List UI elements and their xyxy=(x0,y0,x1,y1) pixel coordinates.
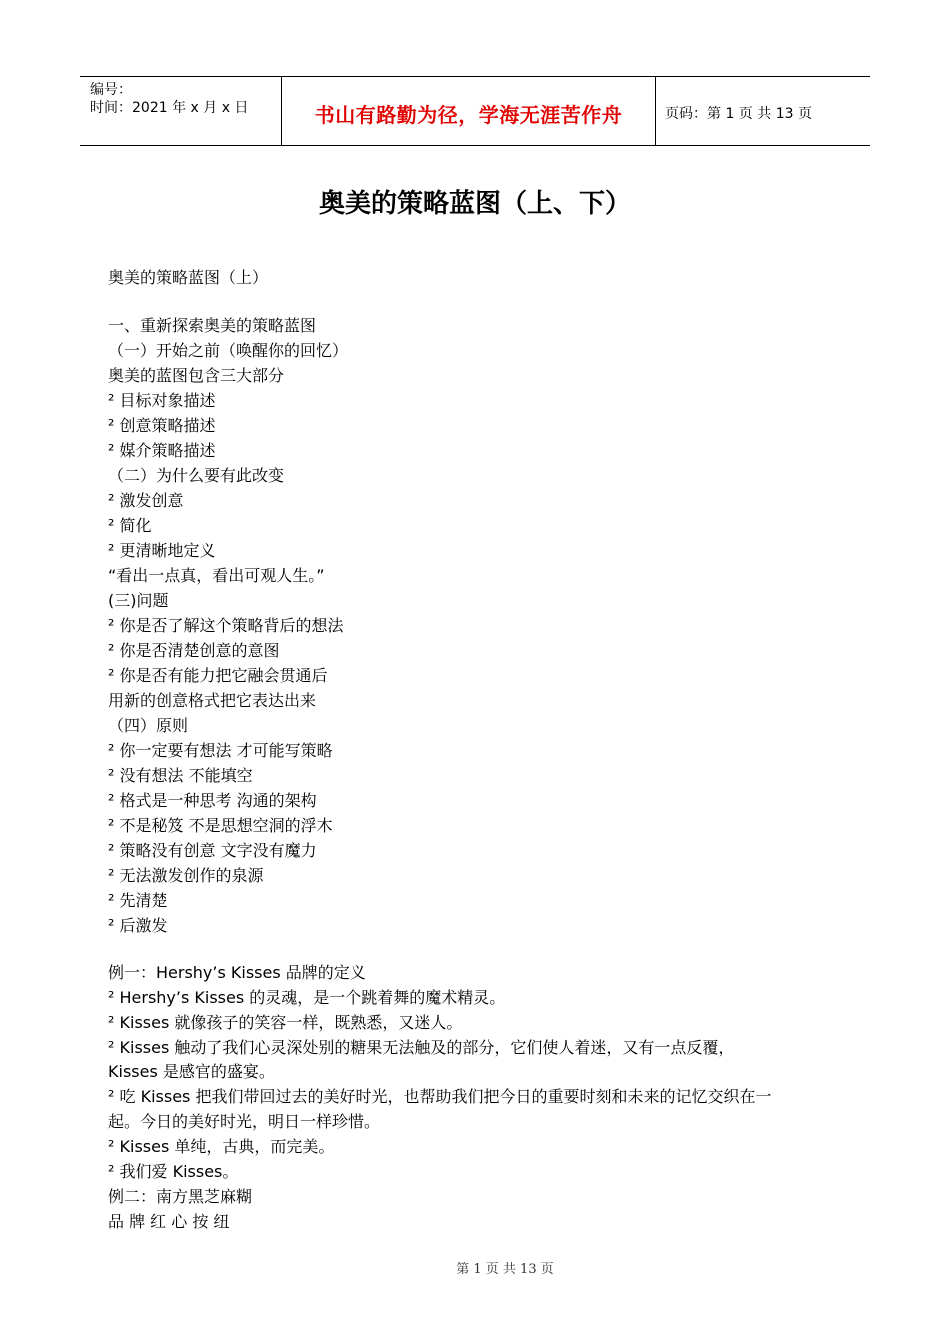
bullet-item: ² 你是否有能力把它融会贯通后 xyxy=(108,666,328,685)
document-time-label: 时间：2021 年 x 月 x 日 xyxy=(90,100,249,116)
bullet-item: ² 策略没有创意 文字没有魔力 xyxy=(108,841,317,860)
body-line: 例二：南方黑芝麻糊 xyxy=(108,1187,253,1206)
bullet-item: ² 目标对象描述 xyxy=(108,391,216,410)
document-header xyxy=(80,76,870,146)
header-page-info: 页码：第 1 页 共 13 页 xyxy=(665,106,812,122)
bullet-item: ² 没有想法 不能填空 xyxy=(108,766,253,785)
body-line: (三)问题 xyxy=(108,591,169,610)
bullet-item: ² 我们爱 Kisses。 xyxy=(108,1162,239,1181)
bullet-item: ² 格式是一种思考 沟通的架构 xyxy=(108,791,317,810)
bullet-item: ² Kisses 触动了我们心灵深处别的糖果无法触及的部分，它们使人着迷，又有一点反覆， xyxy=(108,1038,735,1057)
body-line: Kisses 是感官的盛宴。 xyxy=(108,1062,275,1081)
body-line: （二）为什么要有此改变 xyxy=(108,466,285,485)
bullet-item: ² 吃 Kisses 把我们带回过去的美好时光，也帮助我们把今日的重要时刻和未来的记忆交织在一 xyxy=(108,1087,772,1106)
body-line: （一）开始之前（唤醒你的回忆） xyxy=(108,341,349,360)
bullet-item: ² Kisses 单纯，古典，而完美。 xyxy=(108,1137,335,1156)
header-motto-cell xyxy=(281,77,656,145)
body-line: 起。今日的美好时光，明日一样珍惜。 xyxy=(108,1112,381,1131)
bullet-item: ² 后激发 xyxy=(108,916,168,935)
bullet-item: ² 创意策略描述 xyxy=(108,416,216,435)
bullet-item: ² 不是秘笈 不是思想空洞的浮木 xyxy=(108,816,333,835)
bullet-item: ² 更清晰地定义 xyxy=(108,541,216,560)
bullet-item: ² 先清楚 xyxy=(108,891,168,910)
bullet-item: ² Hershy’s Kisses 的灵魂，是一个跳着舞的魔术精灵。 xyxy=(108,988,506,1007)
body-line: 品 牌 红 心 按 纽 xyxy=(108,1212,230,1231)
document-title: 奥美的策略蓝图（上、下） xyxy=(318,189,631,219)
body-line: 例一：Hershy’s Kisses 品牌的定义 xyxy=(108,963,366,982)
bullet-item: ² 你一定要有想法 才可能写策略 xyxy=(108,741,333,760)
body-line: 一、重新探索奥美的策略蓝图 xyxy=(108,316,317,335)
bullet-item: ² 无法激发创作的泉源 xyxy=(108,866,264,885)
bullet-item: ² 媒介策略描述 xyxy=(108,441,216,460)
bullet-item: ² 你是否了解这个策略背后的想法 xyxy=(108,616,344,635)
header-meta-cell xyxy=(80,77,280,145)
bullet-item: ² 你是否清楚创意的意图 xyxy=(108,641,280,660)
document-number-label: 编号： xyxy=(90,82,132,98)
body-line: （四）原则 xyxy=(108,716,189,735)
body-line: 用新的创意格式把它表达出来 xyxy=(108,691,317,710)
bullet-item: ² 简化 xyxy=(108,516,152,535)
section-title: 奥美的策略蓝图（上） xyxy=(108,268,269,287)
header-motto: 书山有路勤为径，学海无涯苦作舟 xyxy=(314,103,623,127)
bullet-item: ² Kisses 就像孩子的笑容一样，既熟悉，又迷人。 xyxy=(108,1013,463,1032)
header-page-cell xyxy=(655,77,870,145)
body-line: 奥美的蓝图包含三大部分 xyxy=(108,366,285,385)
quote-line: “看出一点真，看出可观人生。” xyxy=(108,566,325,585)
page-footer: 第 1 页 共 13 页 xyxy=(456,1262,554,1277)
bullet-item: ² 激发创意 xyxy=(108,491,184,510)
